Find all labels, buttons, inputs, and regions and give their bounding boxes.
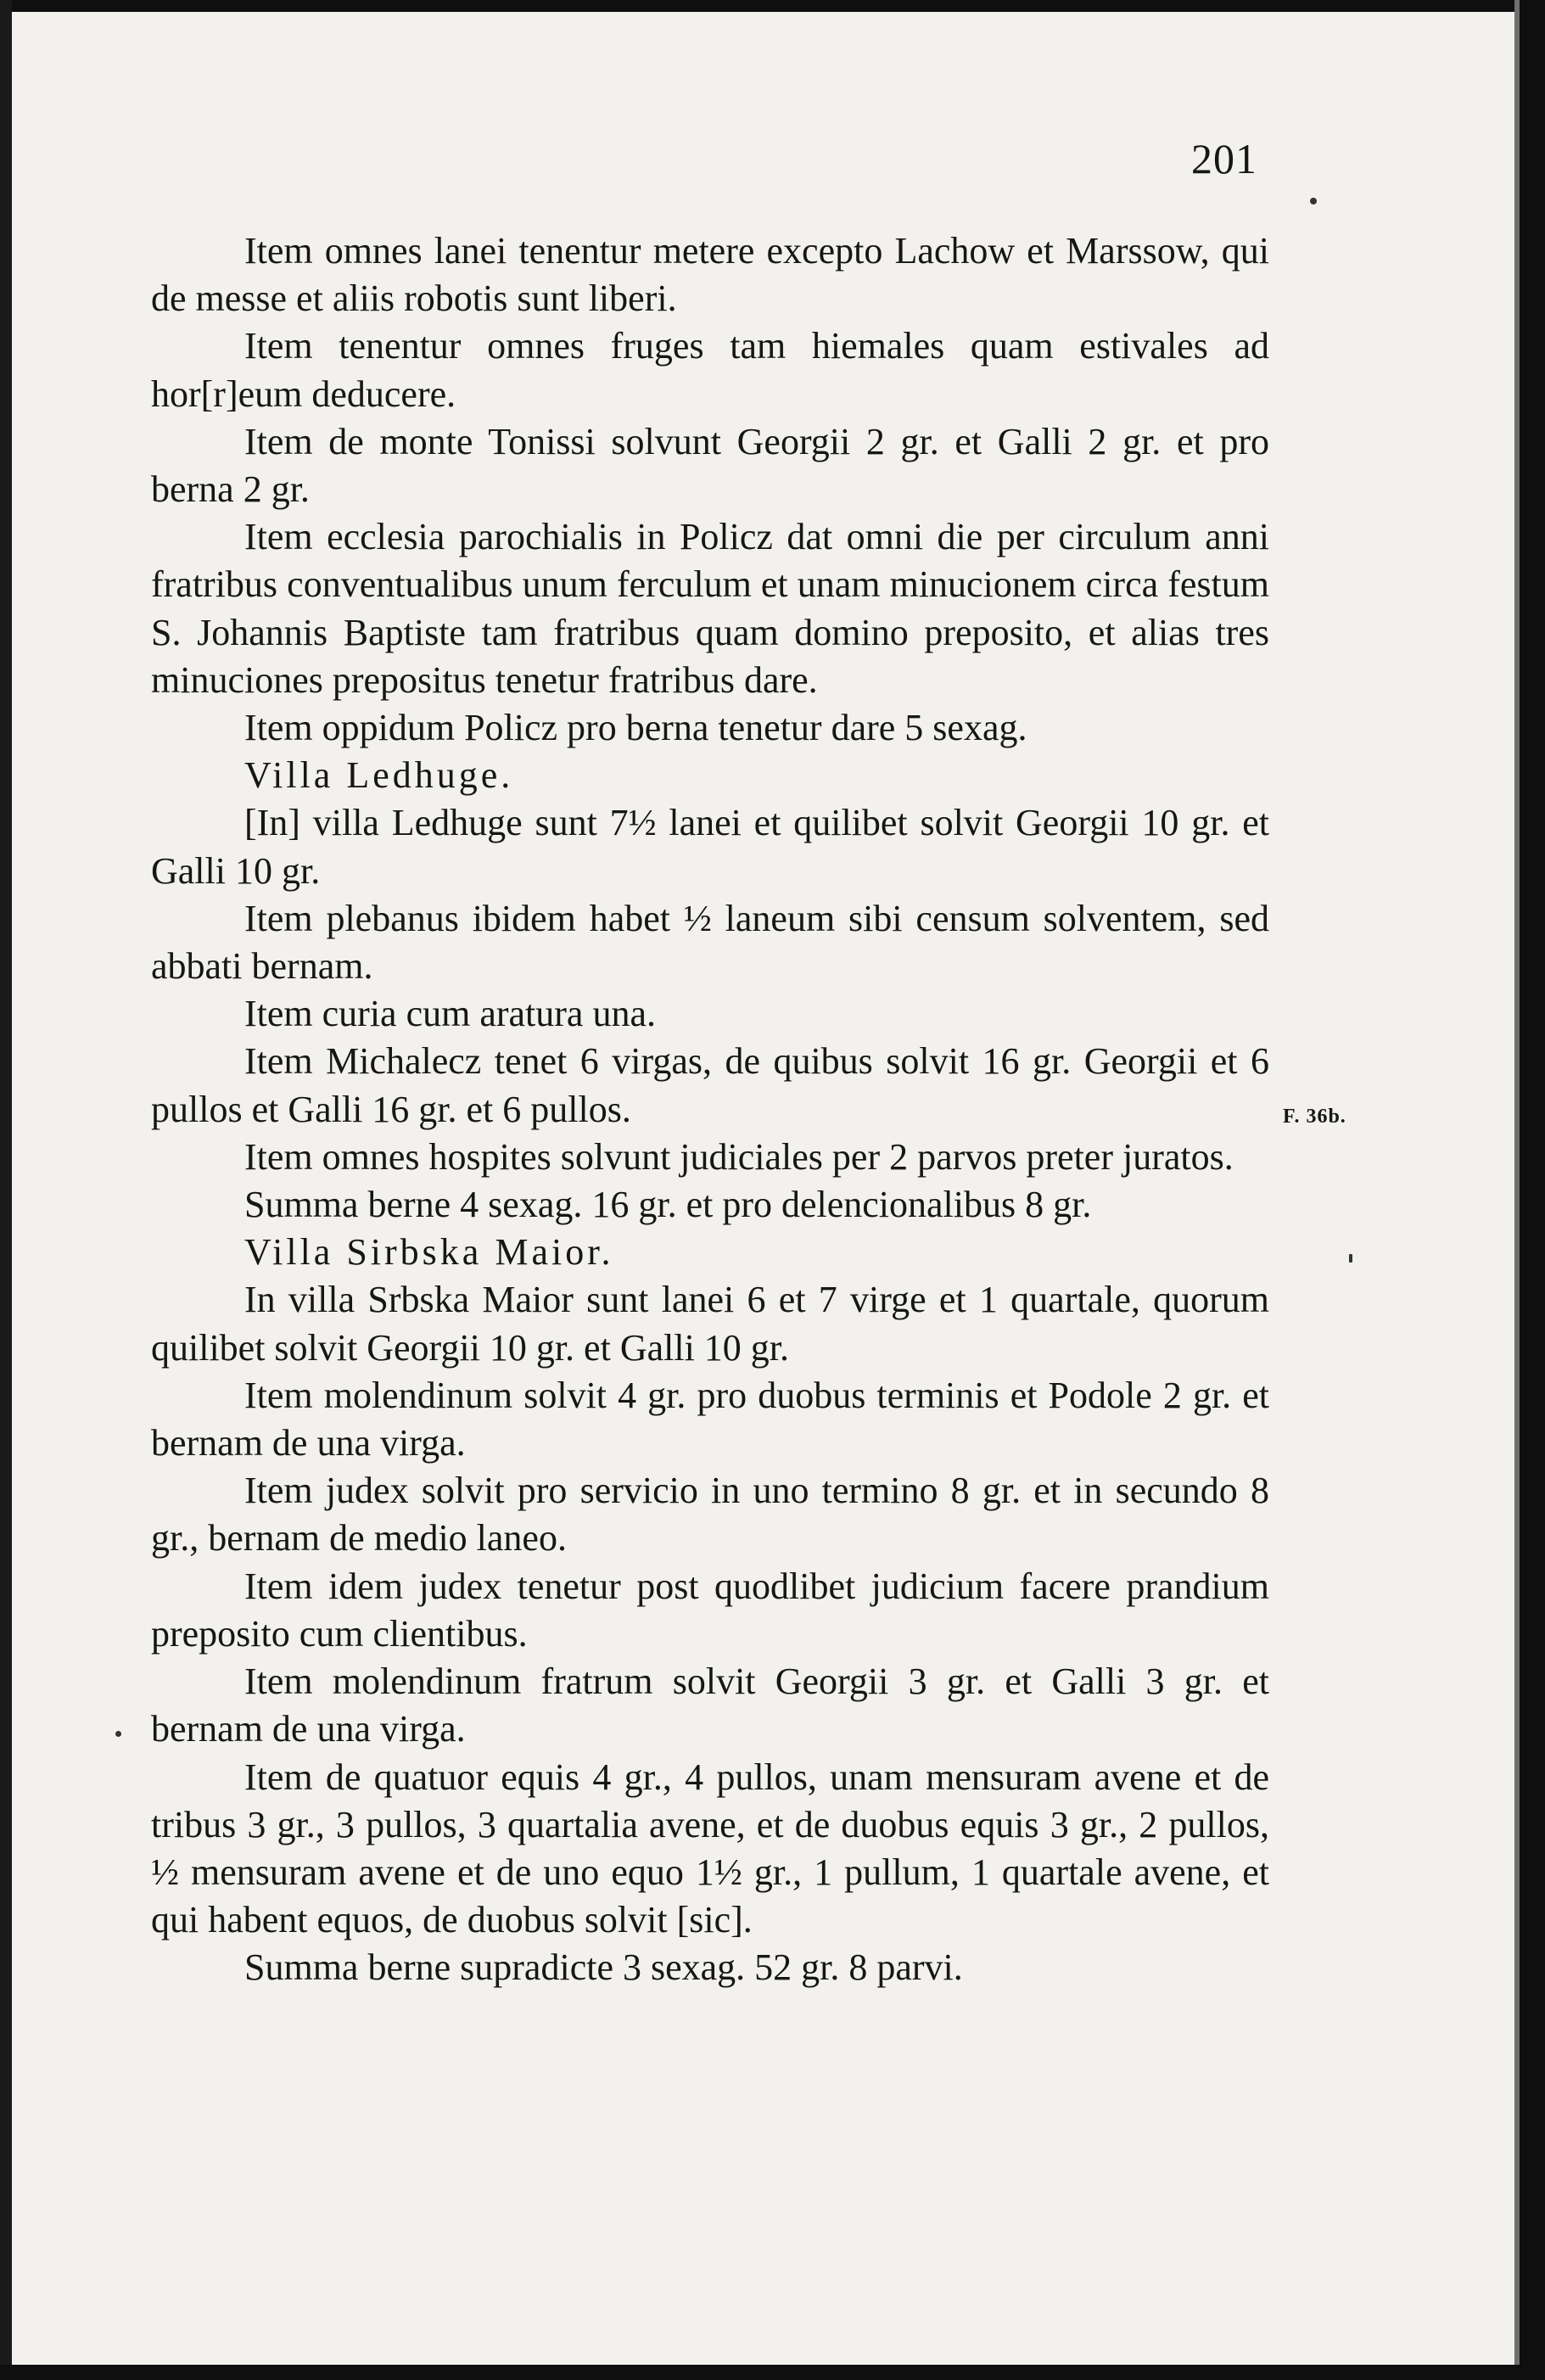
- paragraph: Item judex solvit pro servicio in uno termino 8 gr. et in secundo 8 gr., bernam de medio laneo.: [151, 1470, 1269, 1560]
- scan-speck: [115, 1731, 121, 1737]
- paragraph: Summa berne 4 sexag. 16 gr. et pro delencionalibus 8 gr.: [244, 1184, 1092, 1226]
- paragraph: Item omnes hospites solvunt judiciales per 2 parvos preter juratos.: [244, 1135, 1234, 1178]
- paragraph: Item oppidum Policz pro berna tenetur dare 5 sexag.: [244, 707, 1027, 749]
- section-heading: Villa Sirbska Maior.: [244, 1231, 614, 1274]
- paragraph: Item tenentur omnes fruges tam hiemales quam estivales ad hor[r]eum deducere.: [151, 325, 1269, 415]
- paragraph: Item molendinum fratrum solvit Georgii 3 gr. et Galli 3 gr. et bernam de una virga.: [151, 1660, 1269, 1750]
- scan-border-bottom: [0, 2365, 1545, 2380]
- paragraph: Item omnes lanei tenentur metere excepto Lachow et Marssow, qui de messe et aliis robotis sunt liberi.: [151, 230, 1269, 320]
- paragraph: Summa berne supradicte 3 sexag. 52 gr. 8 parvi.: [244, 1946, 963, 1989]
- paragraph: [In] villa Ledhuge sunt 7½ lanei et quilibet solvit Georgii 10 gr. et Galli 10 gr.: [151, 802, 1269, 892]
- section-heading: Villa Ledhuge.: [244, 754, 514, 797]
- paragraph: Item plebanus ibidem habet ½ laneum sibi censum solventem, sed abbati bernam.: [151, 897, 1269, 988]
- folio-margin-note: F. 36b.: [1283, 1106, 1346, 1128]
- paragraph: Item idem judex tenetur post quodlibet judicium facere prandium preposito cum clientibus.: [151, 1565, 1269, 1655]
- scan-speck: [1349, 1254, 1352, 1263]
- scan-speck: [1310, 198, 1317, 204]
- paragraph: In villa Srbska Maior sunt lanei 6 et 7 virge et 1 quartale, quorum quilibet solvit Georgii 10 gr. et Galli 10 gr.: [151, 1279, 1269, 1369]
- paragraph: Item de monte Tonissi solvunt Georgii 2 gr. et Galli 2 gr. et pro berna 2 gr.: [151, 420, 1269, 511]
- paragraph: Item ecclesia parochialis in Policz dat omni die per circulum anni fratribus conventualibus unum ferculum et unam minucionem circa festum S. Johannis Baptiste tam fratribus quam domino preposito, et alias tres minuciones prepositus tenetur fratribus dare.: [151, 516, 1269, 701]
- page-number: 201: [1191, 135, 1257, 182]
- scan-border-right: [1520, 0, 1545, 2380]
- document-body: [151, 227, 1269, 1992]
- paragraph: Item curia cum aratura una.: [244, 993, 656, 1035]
- scan-border-left: [0, 0, 12, 2380]
- paragraph: Item de quatuor equis 4 gr., 4 pullos, unam mensuram avene et de tribus 3 gr., 3 pullos, 3 quartalia avene, et de duobus equis 3 gr., 2 pullos, ½ mensuram avene et de uno equo 1½ gr., 1 pullum, 1 quartale avene, et qui habent equos, de duobus solvit [sic].: [151, 1756, 1269, 1941]
- paragraph: Item molendinum solvit 4 gr. pro duobus terminis et Podole 2 gr. et bernam de una virga.: [151, 1374, 1269, 1464]
- paragraph: Item Michalecz tenet 6 virgas, de quibus solvit 16 gr. Georgii et 6 pullos et Galli 16 gr. et 6 pullos.: [151, 1040, 1269, 1130]
- scan-border-top: [0, 0, 1545, 12]
